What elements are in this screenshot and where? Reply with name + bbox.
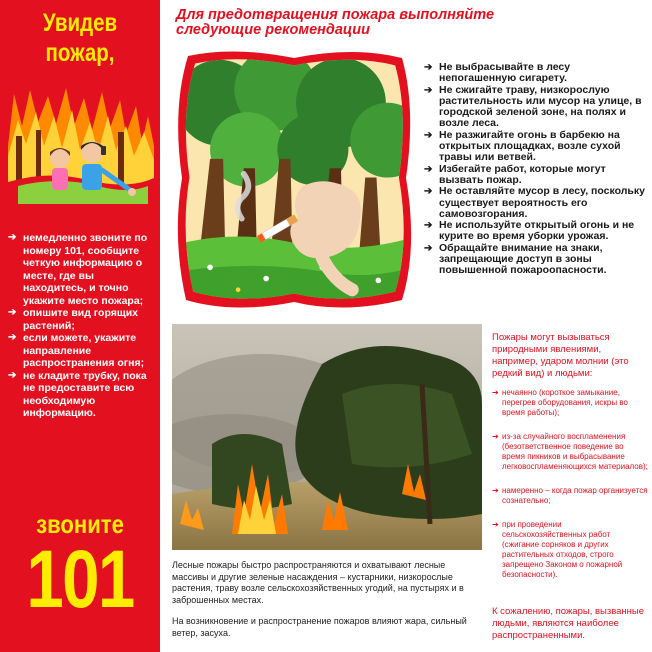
arrow-icon: ➔ — [8, 232, 17, 243]
arrow-icon: ➔ — [492, 520, 499, 529]
recommendation-item: ➔ Не используйте открытый огонь и не курите во время уборки урожая. — [424, 219, 635, 243]
emergency-instructions — [8, 232, 156, 420]
instruction-item: ➔ немедленно звоните по номеру 101, сообщите четкую информацию о месте, где вы находитесь, и точно укажите место пожара; — [8, 232, 148, 307]
arrow-icon: ➔ — [8, 307, 17, 318]
arrow-icon: ➔ — [8, 332, 17, 343]
recommendation-item: ➔ Обращайте внимание на знаки, запрещающие доступ в зоны повышенной пожароопасности. — [424, 241, 607, 277]
cause-item: ➔ при проведении сельскохозяйственных работ (сжигание сорняков и других растительных отходов, строго запрещено Законом о пожарной безопасности). — [492, 520, 623, 579]
wildfire-factors: На возникновение и распространение пожаров влияют жара, сильный ветер, засуха. — [172, 616, 467, 638]
arrow-icon: ➔ — [424, 163, 433, 175]
arrow-icon: ➔ — [424, 242, 433, 254]
wildfire-description: Лесные пожары быстро распространяются и охватывают лесные массивы и другие зеленые насаждения – кустарники, низкорослые растения, траву возле сельскохозяйственных угодий, на пустырях и в заброшенных местах. — [172, 560, 464, 605]
instruction-item: ➔ не кладите трубку, пока не предоставите всю необходимую информацию. — [8, 369, 147, 419]
recommendation-item: ➔ Не оставляйте мусор в лесу, поскольку существует вероятность его самовозгорания. — [424, 185, 645, 220]
recommendation-item: ➔ Не выбрасывайте в лесу непогашенную сигарету. — [424, 61, 571, 85]
causes-intro: Пожары могут вызываться природными явлениями, например, ударом молнии (это редкий вид) и людьми: — [492, 332, 629, 379]
left-panel — [0, 0, 160, 652]
left-panel-title: Увидев пожар, — [42, 9, 118, 67]
fire-prevention-recommendations — [424, 62, 648, 277]
arrow-icon: ➔ — [424, 84, 433, 96]
cause-item: ➔ нечаянно (короткое замыкание, перегрев оборудования, искры во время работы); — [492, 388, 628, 417]
arrow-icon: ➔ — [424, 129, 433, 141]
arrow-icon: ➔ — [492, 432, 499, 441]
instruction-item: ➔ опишите вид горящих растений; — [8, 307, 139, 332]
fire-witnesses-illustration — [8, 86, 154, 218]
arrow-icon: ➔ — [492, 388, 499, 397]
cause-item: ➔ намеренно – когда пожар организуется сознательно; — [492, 486, 648, 505]
emergency-number: 101 — [26, 534, 134, 625]
forest-cigarette-illustration — [174, 48, 414, 312]
cause-item: ➔ из-за случайного воспламенения (безответственное поведение во время пикников и выбрасывание легковоспламеняющихся материалов); — [492, 432, 648, 471]
recommendation-item: ➔ Не сжигайте траву, низкорослую растительность или мусор на улице, в городской зеленой зоне, на полях и возле леса. — [424, 83, 642, 130]
causes-conclusion: К сожалению, пожары, вызванные людьми, являются наиболее распространенными. — [492, 606, 645, 641]
arrow-icon: ➔ — [424, 186, 433, 198]
arrow-icon: ➔ — [8, 369, 17, 381]
causes-list — [492, 388, 648, 580]
arrow-icon: ➔ — [424, 220, 433, 232]
instruction-item: ➔ если можете, укажите направление распространения огня; — [8, 332, 145, 369]
call-label: звоните — [36, 509, 124, 539]
recommendation-item: ➔ Избегайте работ, которые могут вызвать пожар. — [424, 162, 606, 186]
arrow-icon: ➔ — [492, 486, 499, 495]
arrow-icon: ➔ — [424, 62, 433, 73]
wildfire-photo — [172, 324, 482, 550]
page-title: Для предотвращения пожара выполняйте следующие рекомендации — [176, 7, 495, 38]
recommendation-item: ➔ Не разжигайте огонь в барбекю на открытых площадках, возле сухой травы или ветвей. — [424, 128, 621, 164]
